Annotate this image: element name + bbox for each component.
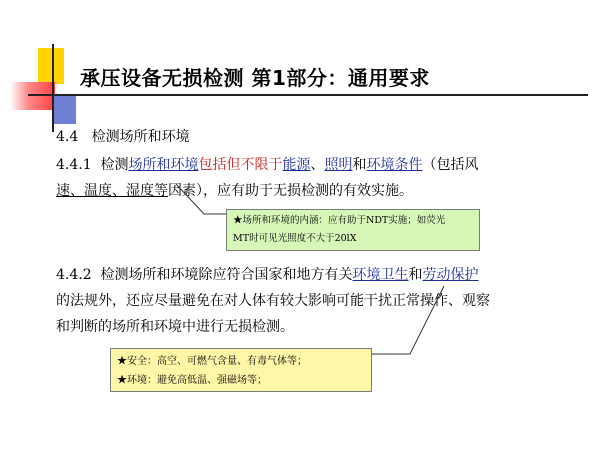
text-span: 因素），应有助于无损检测的有效实施。 <box>168 183 413 199</box>
term-env-hygiene: 环境卫生 <box>352 267 409 283</box>
section-title: 检测场所和环境 <box>91 129 190 145</box>
text-span: 等 <box>154 183 168 199</box>
text-span: 和 <box>352 157 367 173</box>
section-number: 4.4 <box>56 129 79 145</box>
term-labor-protection: 劳动保护 <box>422 267 479 283</box>
callout-line: ★环境：避免高低温、强磁场等； <box>117 375 267 386</box>
callout-line: ★安全：高空、可燃气含量、有毒气体等； <box>117 356 307 367</box>
term-lighting: 照明 <box>324 157 353 173</box>
text-span: （包括风 <box>422 157 479 173</box>
leader-line-callout1 <box>176 184 226 214</box>
text-span: 检测 <box>100 157 129 173</box>
paragraph-number: 4.4.2 <box>56 267 92 283</box>
paragraph-line: 和判断的场所和环境中进行无损检测。 <box>56 319 294 335</box>
text-span: 检测场所和环境除应符合国家和地方有关 <box>100 267 353 283</box>
term-including: 包括但不限于 <box>198 157 283 173</box>
paragraph-number: 4.4.1 <box>56 157 92 173</box>
term-energy: 能源 <box>282 157 311 173</box>
paragraph-line: 的法规外，还应尽量避免在对人体有较大影响可能干扰正常操作、观察 <box>56 293 490 309</box>
term-weather: 速、温度、湿度 <box>56 183 154 199</box>
leader-line-callout2 <box>372 286 444 354</box>
text-span: 、 <box>310 157 325 173</box>
text-span: 和 <box>408 267 423 283</box>
callout-line: MT时可见光照度不大于20lX <box>233 233 357 244</box>
page-title: 承压设备无损检测 第1部分：通用要求 <box>80 66 430 90</box>
callout-line: ★场所和环境的内涵：应有助于NDT实施；如荧光 <box>233 215 446 226</box>
term-env-conditions: 环境条件 <box>366 157 423 173</box>
term-site-environment: 场所和环境 <box>128 157 199 173</box>
